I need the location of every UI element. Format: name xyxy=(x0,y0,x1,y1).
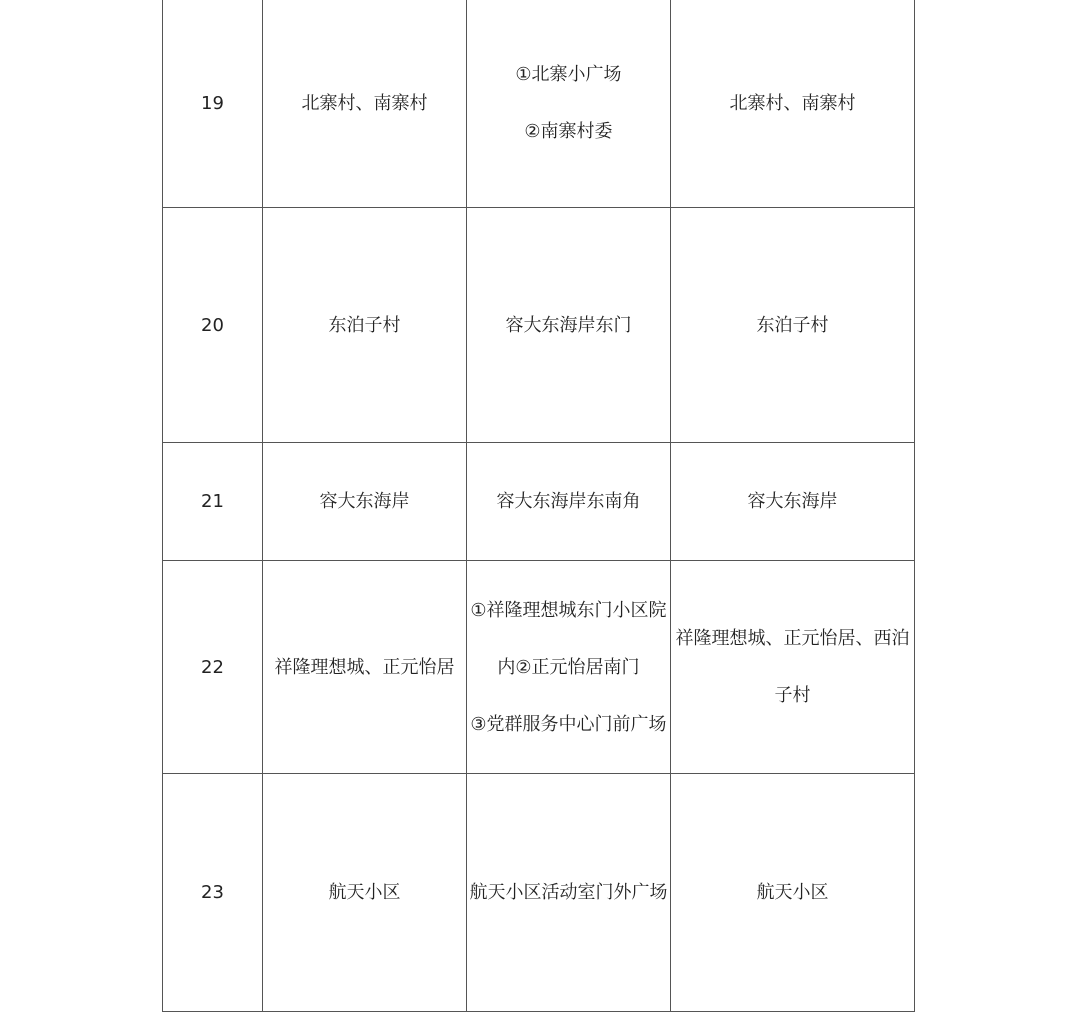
area-cell xyxy=(263,774,467,1012)
location-line: ①北寨小广场 xyxy=(515,64,622,85)
row-number: 20 xyxy=(201,314,224,336)
location-line: 容大东海岸东南角 xyxy=(496,491,641,512)
coverage-line: 航天小区 xyxy=(756,882,829,903)
table-row xyxy=(163,561,915,774)
coverage-line: 祥隆理想城、正元怡居、西泊 xyxy=(675,628,910,649)
coverage-cell xyxy=(671,561,915,774)
location-line: ②南寨村委 xyxy=(524,121,613,142)
coverage-cell xyxy=(671,208,915,443)
table-row xyxy=(163,208,915,443)
location-line: 内②正元怡居南门 xyxy=(497,656,640,678)
table-row xyxy=(163,443,915,561)
site-table xyxy=(162,0,915,1012)
location-cell xyxy=(467,443,671,561)
table-row xyxy=(163,774,915,1012)
location-cell xyxy=(467,0,671,208)
area-cell xyxy=(263,443,467,561)
location-cell xyxy=(467,561,671,774)
coverage-cell xyxy=(671,774,915,1012)
row-number-cell xyxy=(163,0,263,208)
location-line: 航天小区活动室门外广场 xyxy=(469,882,668,903)
coverage-line: 北寨村、南寨村 xyxy=(729,92,856,114)
area-text: 祥隆理想城、正元怡居 xyxy=(274,656,455,678)
area-cell xyxy=(263,561,467,774)
coverage-cell xyxy=(671,443,915,561)
location-line: ③党群服务中心门前广场 xyxy=(470,713,667,735)
area-text: 容大东海岸 xyxy=(319,491,410,512)
coverage-line: 容大东海岸 xyxy=(747,491,838,512)
area-text: 航天小区 xyxy=(328,882,401,903)
location-line: ①祥隆理想城东门小区院 xyxy=(470,599,667,621)
location-cell xyxy=(467,208,671,443)
area-cell xyxy=(263,0,467,208)
coverage-cell xyxy=(671,0,915,208)
coverage-line: 子村 xyxy=(774,685,811,706)
location-line: 容大东海岸东门 xyxy=(505,314,632,336)
row-number-cell xyxy=(163,774,263,1012)
coverage-line: 东泊子村 xyxy=(756,314,829,336)
row-number: 21 xyxy=(201,491,224,512)
row-number: 22 xyxy=(201,656,224,678)
location-cell xyxy=(467,774,671,1012)
table-row xyxy=(163,0,915,208)
row-number: 19 xyxy=(201,92,224,114)
row-number-cell xyxy=(163,208,263,443)
row-number-cell xyxy=(163,443,263,561)
row-number: 23 xyxy=(201,882,224,903)
area-text: 东泊子村 xyxy=(328,314,401,336)
area-cell xyxy=(263,208,467,443)
area-text: 北寨村、南寨村 xyxy=(301,92,428,114)
row-number-cell xyxy=(163,561,263,774)
